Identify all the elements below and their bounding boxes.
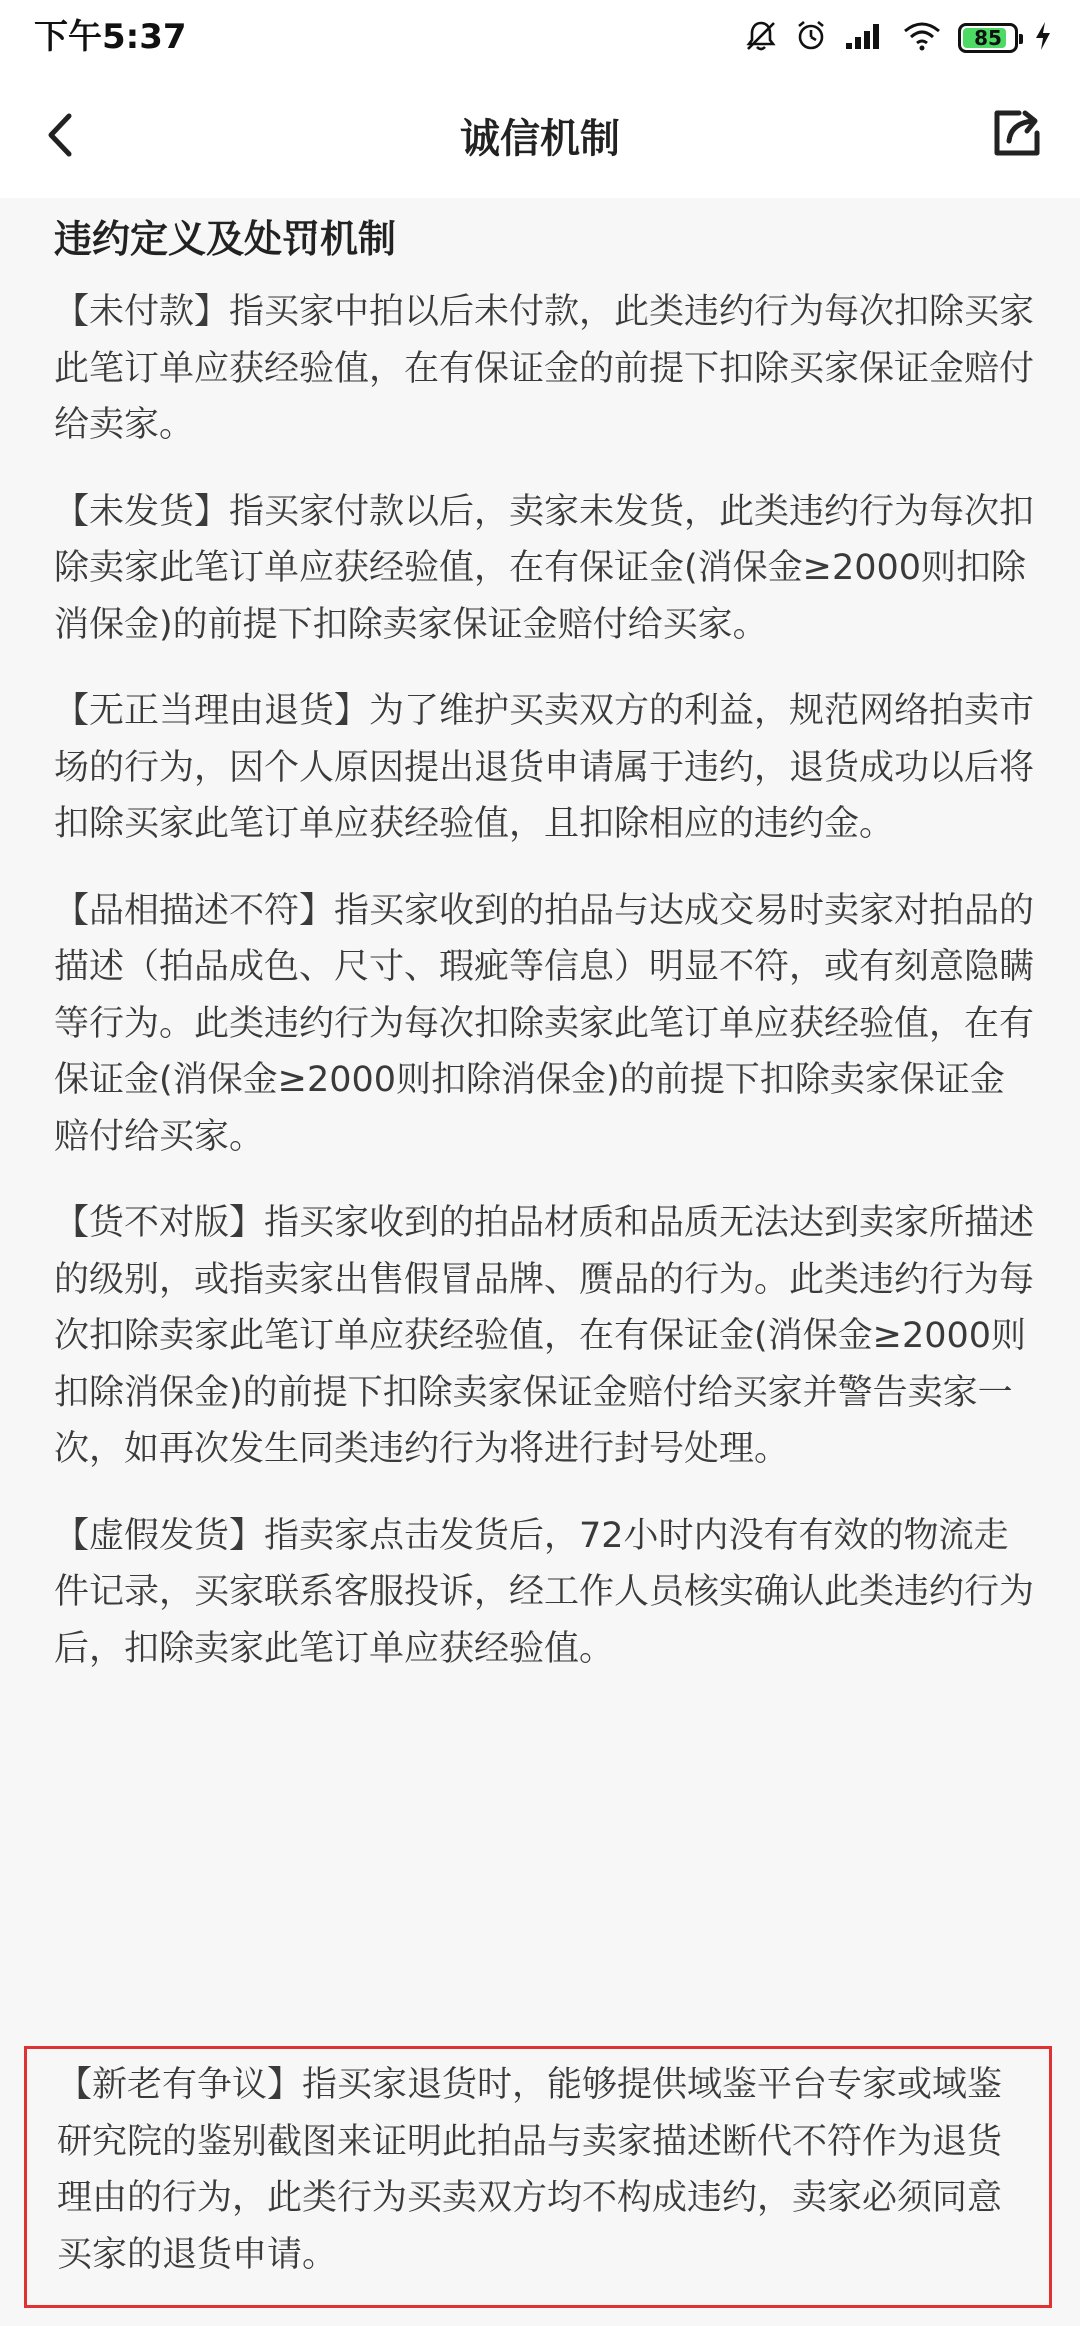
status-icons: [728, 16, 1052, 60]
status-time: 下午5:37: [34, 17, 187, 57]
battery-cap: [1019, 34, 1023, 44]
section-heading: 违约定义及处罚机制: [54, 217, 397, 261]
bell-mute-icon: [744, 19, 778, 57]
highlight-box: [24, 2046, 1052, 2308]
share-icon: [989, 105, 1045, 165]
page-title: 诚信机制: [460, 116, 620, 162]
battery-level: 85: [974, 26, 1002, 50]
paragraph-condition-mismatch: 【品相描述不符】指买家收到的拍品与达成交易时卖家对拍品的描述（拍品成色、尺寸、瑕疵等信息）明显不符，或有刻意隐瞒等行为。此类违约行为每次扣除卖家此笔订单应获经验值，在有保证金(消保金≥2000则扣除消保金)的前提下扣除卖家保证金赔付给买家。: [54, 890, 1035, 1157]
paragraph-dating-dispute: 【新老有争议】指买家退货时，能够提供域鉴平台专家或域鉴研究院的鉴别截图来证明此拍品与卖家描述断代不符作为退货理由的行为，此类行为买卖双方均不构成违约，卖家必须同意买家的退货申请。: [57, 2065, 1003, 2275]
paragraph-unjustified-return: 【无正当理由退货】为了维护买卖双方的利益，规范网络拍卖市场的行为，因个人原因提出退货申请属于违约，退货成功以后将扣除买家此笔订单应获经验值，且扣除相应的违约金。: [54, 691, 1035, 844]
paragraph-not-as-described: 【货不对版】指买家收到的拍品材质和品质无法达到卖家所描述的级别，或指卖家出售假冒品牌、赝品的行为。此类违约行为每次扣除卖家此笔订单应获经验值，在有保证金(消保金≥2000则扣除消保金)的前提下扣除卖家保证金赔付给买家并警告卖家一次，如再次发生同类违约行为将进行封号处理。: [54, 1203, 1035, 1469]
paragraph-fake-shipment: 【虚假发货】指卖家点击发货后，72小时内没有有效的物流走件记录，买家联系客服投诉，经工作人员核实确认此类违约行为后，扣除卖家此笔订单应获经验值。: [54, 1515, 1035, 1669]
status-bar: [0, 0, 1080, 76]
wifi-icon: [902, 21, 942, 55]
signal-icon: [844, 21, 886, 55]
alarm-icon: [794, 19, 828, 57]
nav-bar: [0, 76, 1080, 198]
content-area[interactable]: [54, 198, 1034, 1707]
paragraph-not-shipped: 【未发货】指买家付款以后，卖家未发货，此类违约行为每次扣除卖家此笔订单应获经验值，在有保证金(消保金≥2000则扣除消保金)的前提下扣除卖家保证金赔付给买家。: [54, 491, 1035, 645]
share-button[interactable]: [984, 102, 1050, 168]
paragraph-unpaid: 【未付款】指买家中拍以后未付款，此类违约行为每次扣除买家此笔订单应获经验值，在有保证金的前提下扣除买家保证金赔付给卖家。: [54, 292, 1035, 445]
charging-icon: [1034, 21, 1052, 55]
battery-icon: [958, 23, 1018, 53]
